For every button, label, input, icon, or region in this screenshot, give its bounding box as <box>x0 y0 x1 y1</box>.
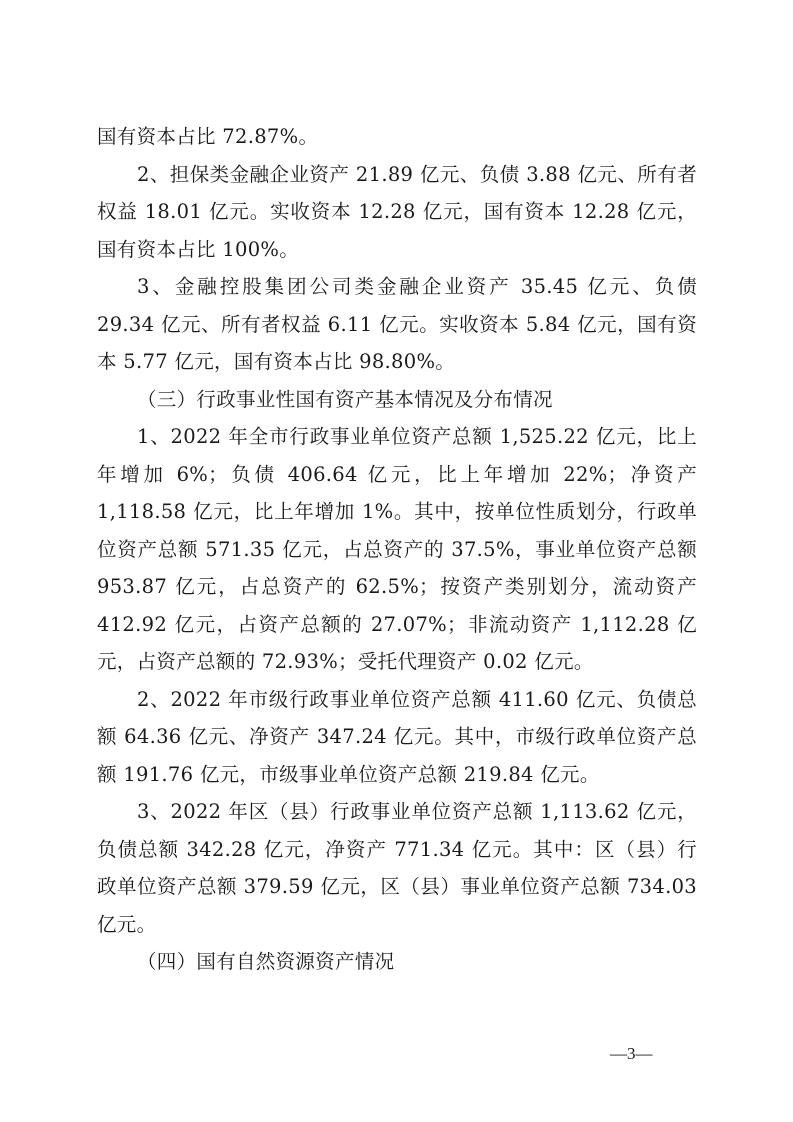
section-heading-natural-resources: （四）国有自然资源资产情况 <box>137 950 395 973</box>
paragraph-continuation: 国有资本占比 72.87%。 <box>97 125 319 148</box>
paragraph-municipal-assets: 2、2022 年市级行政事业单位资产总额 411.60 亿元、负债总额 64.36 亿元、净资产 347.24 亿元。其中，市级行政单位资产总额 191.76 亿元，市级事业单位资产总额 219.84 亿元。 <box>97 687 697 786</box>
paragraph-guarantee-finance: 2、担保类金融企业资产 21.89 亿元、负债 3.88 亿元、所有者权益 18.01 亿元。实收资本 12.28 亿元，国有资本 12.28 亿元，国有资本占比 100%。 <box>97 162 697 261</box>
paragraph-district-assets: 3、2022 年区（县）行政事业单位资产总额 1,113.62 亿元，负债总额 342.28 亿元，净资产 771.34 亿元。其中：区（县）行政单位资产总额 379.59 亿元，区（县）事业单位资产总额 734.03 亿元。 <box>97 800 697 936</box>
section-heading-admin-assets: （三）行政事业性国有资产基本情况及分布情况 <box>137 387 553 411</box>
document-body <box>97 118 697 981</box>
paragraph-holding-group-finance: 3、金融控股集团公司类金融企业资产 35.45 亿元、负债 29.34 亿元、所有者权益 6.11 亿元。实收资本 5.84 亿元，国有资本 5.77 亿元，国有资本占比 98.80%。 <box>97 275 697 373</box>
paragraph-city-total-assets: 1、2022 年全市行政事业单位资产总额 1,525.22 亿元，比上年增加 6%；负债 406.64 亿元，比上年增加 22%；净资产 1,118.58 亿元，比上年增加 1%。其中，按单位性质划分，行政单位资产总额 571.35 亿元，占总资产的 37.5%，事业单位资产总额 953.87 亿元，占总资产的 62.5%；按资产类别划分，流动资产 412.92 亿元，占资产总额的 27.07%；非流动资产 1,112.28 亿元，占资产总额的 72.93%；受托代理资产 0.02 亿元。 <box>97 425 697 673</box>
page-number: —3— <box>610 1044 653 1063</box>
